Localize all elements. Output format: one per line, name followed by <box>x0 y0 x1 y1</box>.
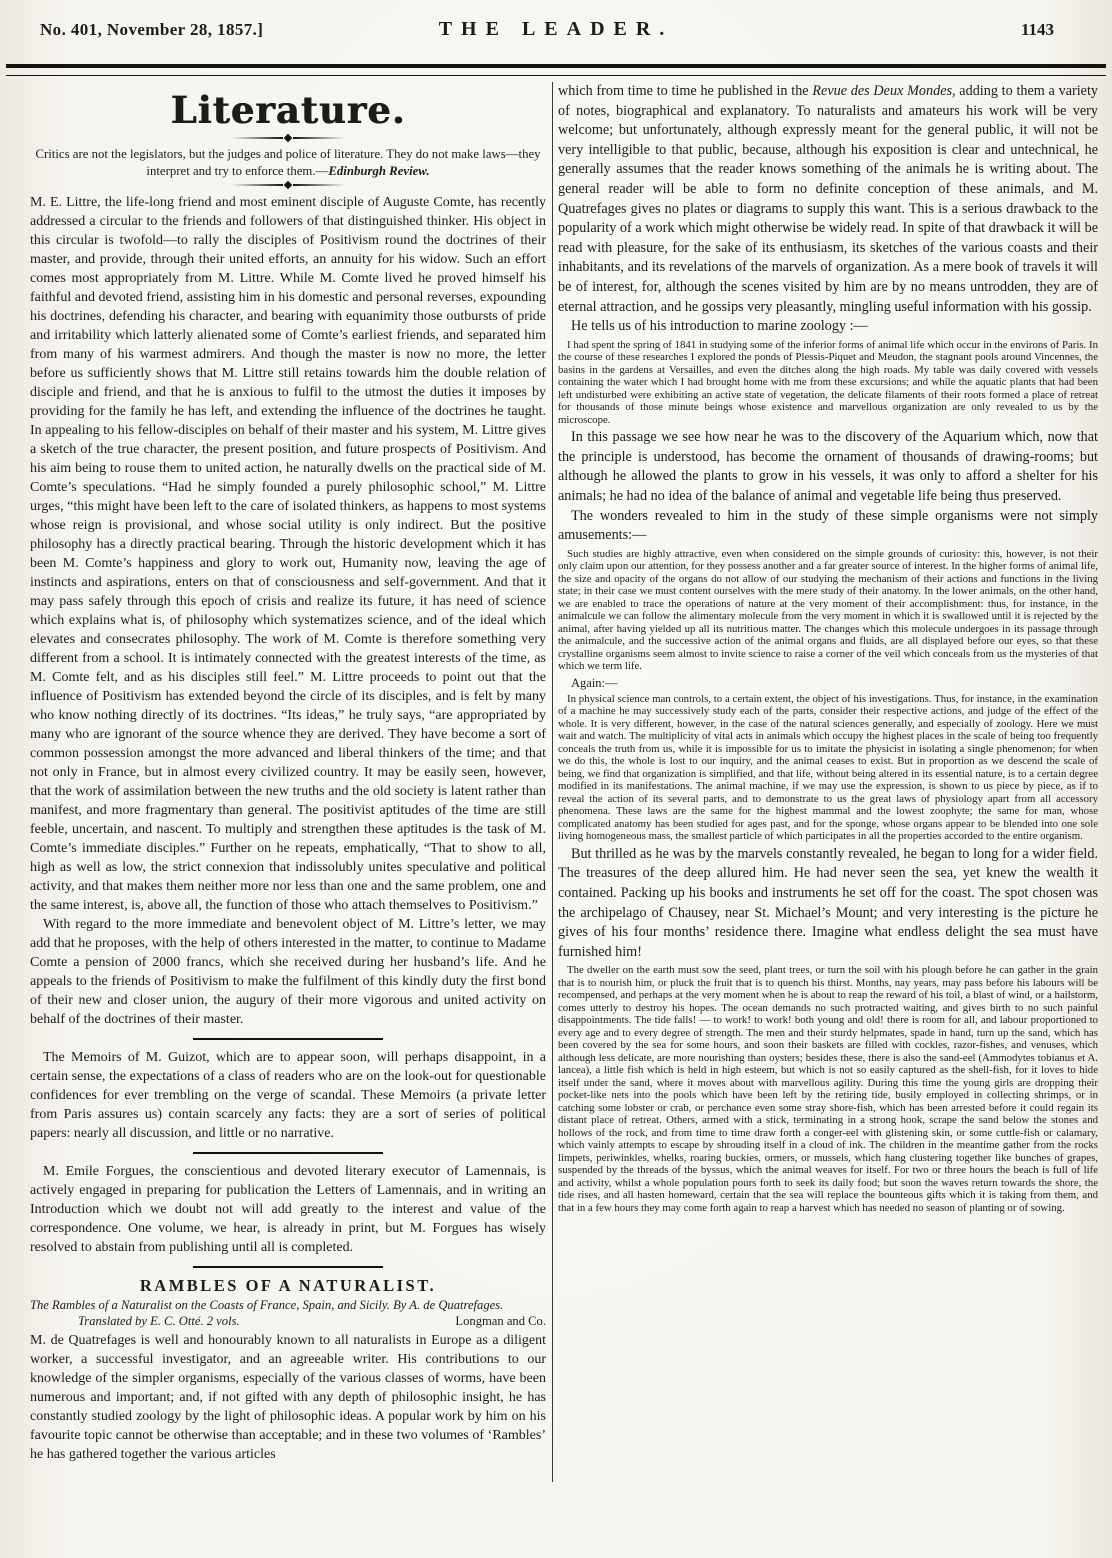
review-heading: RAMBLES OF A NATURALIST. <box>139 1276 437 1295</box>
column-layout <box>0 76 1112 1482</box>
article-forgues-paragraph: M. Emile Forgues, the conscientious and devoted literary executor of Lamennais, is actively engaged in preparing for publication the Letters of Lamennais, and in writing an Introduction which we doubt not will add greatly to the interest and value of the correspondence. One volume, we hear, is already in print, but M. Forgues has wisely resolved to abstain from publishing until all is completed. <box>30 1164 546 1255</box>
epigraph <box>30 146 546 179</box>
section-heading-literature: Literature. <box>170 88 406 132</box>
page-number: 1143 <box>1020 20 1054 39</box>
diamond-ornament <box>284 181 292 189</box>
extract-dweller-on-earth: The dweller on the earth must sow the seed, plant trees, or turn the soil with his plough before he can gather in the grain that is to nourish him, or pluck the fruit that is to quench his thirst. Months, nay years, may pass before his labours will be recompensed, and perhaps at the very moment when he is about to reap the reward of his toil, a blast of wind, or a hailstorm, comes utterly to destroy his hopes. The ocean demands no such protracted waiting, and gives birth to no such painful disappointments. The tide falls! — to work! to work! both young and old! there is room for all, and labour proportioned to every age and to every degree of strength. The men and their sturdy helpmates, spade in hand, turn up the sand, which has been covered by the sea for some hours, and soon their baskets are filled with cockles, razor-fishes, and venuses, which although less delicate, are more nourishing than oysters; besides these, there is also the sand-eel (Ammodytes tobianus et A. lancea), a little fish which is held in high esteem, but which is not so easily captured as the shell-fish, for it loves to hide itself under the sand, where it moves about with marvellous agility. During this time the young girls are dropping their pocket-like nets into the pools which have been left by the retiring tide, busily employed in collecting shrimps, or in catching some lobster or crab, or perchance even some stray shore-fish, which has been arrested before it could regain its distant place of retreat. Others, armed with a stick, terminating in a strong hook, scrape the sand below the stones and hollows of the rock, and from time to time draw forth a conger-eel with glistening skin, or some cuttle-fish or calamary, which vainly attempts to escape by shrouding itself in a cloud of ink. The children in the meantime gather from the rocks limpets, periwinkles, whelks, roaring buckies, ormers, or mussels, which hang clustering together like bunches of grapes, suspended by the threads of the byssus, which the animal weaves for itself. For two or three hours the beach is full of life and activity, whilst a whole population pours forth to seek its daily food; but soon the waves return towards the shore, the tide rises, and all hasten homeward, certain that the sea will replace the bounteous gifts which it is taking from them, and that in a few hours they may come forth again to reap a harvest which has needed no season of planting or of sowing. <box>558 964 1098 1214</box>
article-littre-paragraph-2: With regard to the more immediate and benevolent object of M. Littre’s letter, we may add that he proposes, with the help of others interested in the matter, to continue to Madame Comte a pension of 2000 francs, which she received during her husband’s life. And he appeals to the friends of Positivism to make the fulfilment of this kindly duty the first bond of their new and closer union, the augury of their more vigorous and united activity on behalf of the doctrines of their master. <box>30 917 546 1027</box>
left-column <box>30 80 546 1464</box>
extract-such-studies: Such studies are highly attractive, even when considered on the simple grounds of curiosity: this, however, is not their only claim upon our attention, for they possess another and a far greater source of interest. In the higher forms of animal life, the size and opacity of the organs do not allow of our studying the mechanism of their actions and functions in the living state; in their case we must content ourselves with the mere study of their anatomy. In the lower animals, on the other hand, we are enabled to trace the operations of nature at the very moment of their accomplishment: thus, for instance, in the animalcule we can follow the alimentary molecule from the very moment in which it is swallowed until it is rejected by the animal, after having yielded up all its nutritious matter. The changes which this molecule undergoes in its passage through the animalcule, and the successive action of the animal organs and fluids, are all displayed before our eyes, so that these crystalline organisms seem almost to invite science to raise a corner of the veil which conceals from us the mysteries of that which we term life. <box>558 547 1098 673</box>
extract-physical-science: In physical science man controls, to a certain extent, the object of his investigations. Thus, for instance, in the examination of a machine he may successively study each of the parts, consider their respective actions, and judge of the effect of the whole. It is very different, however, in the case of the natural sciences generally, and especially of zoology. Here we must wait and watch. The multiplicity of vital acts in animals which occupy the highest places in the scale of being too frequently conceals the truth from us, while it is impossible for us to imitate the physicist in isolating a single phenomenon; for when we do this, the whole is lost to our inquiry, and the animal ceases to exist. But in proportion as we descend the scale of being, we find that organization is simplified, and that life, without being altered in its essential nature, is to a certain degree modified in its manifestations. The animal machine, if we may use the expression, is shown to us piece by piece, as if to reveal the action of its several parts, and to demonstrate to us the great laws of physiology apart from all accessory phenomena. These laws are the same for the highest mammal and the lowest zoophyte; the same for man, whose complicated anatomy has been studied for ages past, and for the sponge, whose organs appear to be blended into one sole living homogeneous mass, the smallest particle of which participates in all the properties accorded to the entire organism. <box>558 692 1098 843</box>
epigraph-source: Edinburgh Review. <box>328 163 430 178</box>
epigraph-text: Critics are not the legislators, but the judges and police of literature. They do not make laws—they interpret and try to enforce them.— <box>35 147 541 178</box>
extract-spring-1841: I had spent the spring of 1841 in studying some of the inferior forms of animal life which occur in the environs of Paris. In the course of these researches I explored the ponds of Plessis-Piquet and Meudon, the stagnant pools around Vincennes, the basins in the gardens at Versailles, and even the ditches along the high roads. My table was daily covered with vessels containing the water which I had brought home with me from these excursions; and while the aquatic plants that had been left undisturbed were exhibiting an active state of vegetation, the delicate filaments of their roots formed a place of retreat for thousands of those minute beings whose existence and marvellous organization are only revealed to us by the microscope. <box>558 338 1098 426</box>
article-separator-rule <box>193 1038 383 1040</box>
article-separator-rule <box>193 1152 383 1154</box>
article-separator-rule <box>193 1266 383 1268</box>
journal-title-italic: Revue des Deux Mondes <box>812 83 953 99</box>
issue-date: No. 401, November 28, 1857.] <box>40 20 264 39</box>
book-citation <box>30 1298 546 1329</box>
diamond-ornament <box>284 134 292 142</box>
masthead <box>0 0 1112 62</box>
continuation-text-post: , adding to them a variety of notes, biographical and explanatory. To naturalists and amateurs his work will be very welcome; but unfortunately, although expressly meant for the general public, it will not be very intelligible to that public, because, although his exposition is clear and untechnical, he generally assumes that the reader knows something of the animals he is writing about. The general reader will be able to form no definite conception of these animals, and M. Quatrefages gives no plates or diagrams to supply this want. This is a serious drawback to the popularity of a work which might otherwise be widely read. In spite of that drawback it will be read with pleasure, for the sake of its enthusiasm, its sketches of the various coasts and their inhabitants, and its revelations of the marvels of organization. As a mere book of travels it will be of interest, for, although the scenes visited by him are by no means untrodden, they are of eternal attraction, and he gossips very pleasantly, mingling useful information with his gossip. <box>558 83 1098 315</box>
article-guizot-paragraph: The Memoirs of M. Guizot, which are to appear soon, will perhaps disappoint, in a certain sense, the expectations of a class of readers who are on the look-out for questionable confidences for ever trembling on the verge of scandal. These Memoirs (a private letter from Paris assures us) contain scarcely any facts: they are a sort of series of political papers: nearly all discussion, and little or no narrative. <box>30 1050 546 1141</box>
masthead-double-rule <box>6 64 1106 76</box>
paper-title: THE LEADER. <box>438 18 674 40</box>
citation-text: The Rambles of a Naturalist on the Coasts of France, Spain, and Sicily. By A. de Quatrefages. Translated by E. C. Otté. 2 vols. <box>30 1298 504 1328</box>
column-divider-rule <box>552 82 553 1482</box>
continuation-text-pre: which from time to time he published in the <box>558 83 813 99</box>
article-littre-paragraph-1: M. E. Littre, the life-long friend and most eminent disciple of Auguste Comte, has recently addressed a circular to the friends and followers of that distinguished thinker. His object in this circular is twofold—to rally the disciples of Positivism round the doctrines of their master, and provide, through their united efforts, an annuity for his widow. Such an effort comes most appropriately from M. Littre. While M. Comte lived he proved himself his faithful and devoted friend, assisting him in his domestic and personal reverses, expounding his doctrines, defending his character, and bearing with equanimity those outbursts of pride and irritability which latterly alienated some of Comte’s earliest friends, and separated him from many of his warmest admirers. And though the master is now no more, the letter before us sufficiently shows that M. Littre still retains towards him the double relation of disciple and friend, and that he is anxious to fulfil to the utmost the duties it imposes by providing for the family he has left, and extending the influence of the doctrines he taught. In appealing to his fellow-disciples on behalf of their master and his system, M. Littre gives a sketch of the true character, the present position, and future prospects of Positivism. And his aim being to rouse them to united action, he naturally dwells on the practical side of M. Comte’s speculations. “Had he simply founded a purely philosophic school,” M. Littre urges, “this might have been left to the care of isolated thinkers, as happens to most systems whose reign is provisional, and whose social utility is only indirect. But the positive philosophy has a directly practical bearing. Through the historic development which it has been M. Comte’s happiness and glory to work out, Humanity now, leaving the age of instincts and aspirations, enters on that of consciousness and self-government. And that it may pass safely through this epoch of crisis and realize its future, it has need of science which explains what is, of philosophy which systematizes science, and of the ideal which elevates and consecrates philosophy. The work of M. Comte is therefore something very different from a school. It is intimately connected with the greatest interests of the time, as M. Comte felt, and as his disciples still feel.” M. Littre proceeds to point out that the influence of Positivism has extended beyond the circle of its disciples, and is felt by many who know nothing directly of its doctrines. “Its ideas,” he truly says, “are appropriated by many who are ignorant of the source whence they are derived. They have become a sort of common possession amongst the more advanced and liberal thinkers of the time; and that not only in France, but in almost every civilized country. It may be easily seen, however, that the work of assimilation between the new truths and the old society is latent rather than manifest, and more fragmentary than general. The positivist aptitudes of the time are still feeble, uncertain, and nascent. To multiply and strengthen these aptitudes is the task of M. Comte’s immediate disciples.” Further on he repeats, emphatically, “That to show to all, high as well as low, the strict connexion that indissolubly unites speculative and political activity, and that makes them neither more nor less than one and the same problem, one and the same interest, is, above all, the function of those who attach themselves to Positivism.” <box>30 195 546 913</box>
ornamental-rule <box>30 135 546 141</box>
ornamental-rule <box>30 182 546 188</box>
marine-zoology-lead: He tells us of his introduction to marine zoology :— <box>571 318 868 335</box>
wonders-paragraph: The wonders revealed to him in the study of these simple organisms were not simply amusements:— <box>558 507 1098 544</box>
again-lead: Again:— <box>571 675 618 690</box>
citation-publisher: Longman and Co. <box>455 1313 546 1328</box>
aquarium-paragraph: In this passage we see how near he was to the discovery of the Aquarium which, now that the principle is understood, has become the ornament of thousands of drawing-rooms; but although he allowed the plants to grow in his vessels, it was only to afford a shelter for his animals; he had no idea of the balance of animal and vegetable life being thus preserved. <box>558 429 1098 504</box>
review-continuation-paragraph <box>558 82 1098 317</box>
thrilled-paragraph: But thrilled as he was by the marvels constantly revealed, he began to long for a wider field. The treasures of the deep allured him. He had never seen the sea, yet knew the wealth it contained. Packing up his books and instruments he set off for the coast. The spot chosen was the archipelago of Chausey, near St. Michael’s Mount; and very interesting is the picture he gives of his four months’ residence there. Imagine what endless delight the sea must have furnished him! <box>558 845 1098 960</box>
right-column <box>558 80 1098 1216</box>
review-paragraph-quatrefages: M. de Quatrefages is well and honourably known to all naturalists in Europe as a diligent worker, a successful investigator, and an agreeable writer. His contributions to our knowledge of the simpler organisms, especially of the various classes of worms, have been numerous and important; and, if not gifted with any depth of philosophic insight, he has constantly studied zoology by the light of philosophic ideas. A popular work by him on his favourite topic cannot be otherwise than acceptable; and in these two volumes of ‘Rambles’ he has gathered together the various articles <box>30 1333 546 1462</box>
